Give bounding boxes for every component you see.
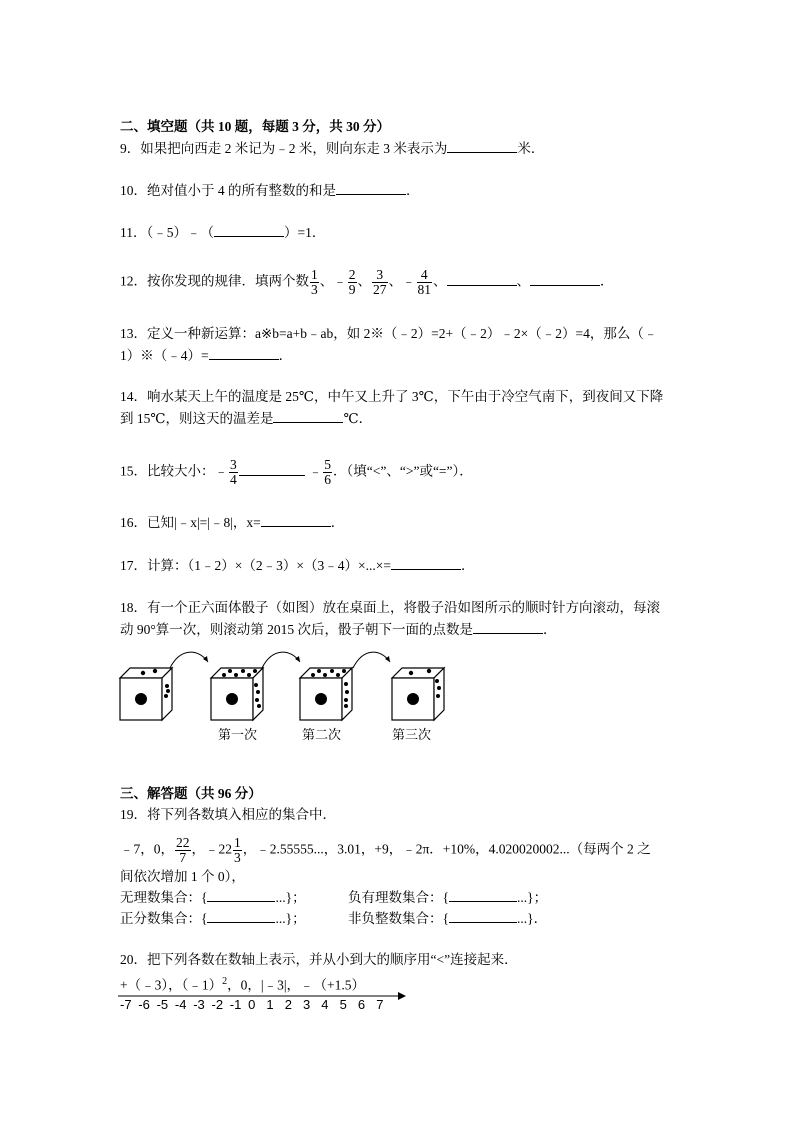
q9-text: 9．如果把向西走 2 米记为﹣2 米，则向东走 3 米表示为: [120, 141, 448, 156]
q19-numbers-c: ，﹣2.55555...，3.01，+9，﹣2π．+10%，4.020020002...（每两个 2 之: [242, 841, 651, 857]
q20-numbers-a: +（﹣3），（﹣1）: [120, 977, 223, 993]
fraction-4-81: $\frac{4}{81}$: [417, 267, 431, 297]
question-16: [120, 514, 344, 532]
question-18-line-2: [120, 621, 557, 639]
set-non-negative-integer-end: ...}．: [516, 911, 548, 926]
q13-text: 1）※（﹣4）=: [120, 348, 209, 363]
mixed-fraction-1-3: $\frac{1}{3}$: [234, 835, 241, 865]
set-irrational-end: ...}；: [275, 890, 306, 905]
number-line-label: -7: [120, 997, 132, 1012]
q12-answer-blank-1[interactable]: [447, 273, 517, 286]
q20-numbers-b: ，0，|﹣3|，﹣（+1.5）: [227, 977, 366, 993]
number-line-label: 2: [284, 997, 292, 1012]
fraction-3-27: $\frac{3}{27}$: [373, 267, 387, 297]
q15-minus: ﹣: [308, 463, 323, 479]
number-line-label: 1: [266, 997, 274, 1012]
fraction-22-7: $\frac{22}{7}$: [176, 835, 190, 865]
fraction-1-3: $\frac{1}{3}$: [311, 267, 318, 297]
q15-answer-blank[interactable]: [239, 463, 305, 476]
question-19-line-3: 间依次增加 1 个 0），: [120, 869, 245, 884]
set-negative-rational-end: ...}；: [516, 890, 548, 905]
set-positive-fraction-label: 正分数集合：{: [120, 911, 208, 926]
q12-sep: 、﹣: [388, 273, 416, 289]
number-line-label: -5: [156, 997, 169, 1012]
q12-answer-blank-2[interactable]: [530, 273, 600, 286]
q13-end: ．: [278, 348, 293, 363]
q13-answer-blank[interactable]: [209, 347, 279, 360]
question-11: [120, 224, 325, 242]
section-3-title: 三、解答题（共 96 分）: [120, 786, 262, 801]
q18-text: 动 90°算一次，则滚动第 2015 次后，骰子朝下一面的点数是: [120, 622, 474, 637]
q19-numbers-b: ，﹣22: [191, 841, 232, 857]
q20-exponent: 2: [222, 976, 228, 987]
dice-caption-1: 第一次: [218, 727, 258, 742]
q16-end: ．: [330, 515, 345, 530]
q14-answer-blank[interactable]: [273, 410, 343, 423]
set-negative-rational: [348, 889, 547, 907]
q18-end: ．: [543, 622, 557, 637]
question-14-line-2: [120, 410, 372, 428]
question-12: [120, 268, 614, 297]
number-line-label: -2: [211, 997, 224, 1012]
q10-answer-blank[interactable]: [336, 182, 406, 195]
q18-answer-blank[interactable]: [473, 621, 543, 634]
number-line-label: 7: [376, 997, 384, 1012]
dice-caption-3: 第三次: [392, 727, 432, 742]
q16-answer-blank[interactable]: [261, 514, 331, 527]
q9-unit: 米．: [517, 141, 545, 156]
question-19-line-2: [120, 836, 651, 865]
set-non-negative-integer: [348, 910, 547, 928]
number-line-label: 4: [321, 997, 329, 1012]
q9-answer-blank[interactable]: [447, 140, 517, 153]
set-non-negative-integer-label: 非负整数集合：{: [348, 911, 449, 926]
set-negative-rational-label: 负有理数集合：{: [348, 890, 449, 905]
q12-end: ．: [600, 273, 614, 289]
q11-text: 11．（﹣5）﹣（: [120, 225, 214, 240]
q15-text: 15．比较大小：﹣: [120, 463, 228, 479]
set-negative-rational-blank[interactable]: [449, 889, 517, 902]
q14-text: 到 15℃，则这天的温差是: [120, 411, 274, 426]
q17-text: 17．计算：（1﹣2）×（2﹣3）×（3﹣4）×...×=: [120, 558, 391, 573]
question-19-line-1: 19．将下列各数填入相应的集合中．: [120, 807, 336, 822]
set-irrational-label: 无理数集合：{: [120, 890, 208, 905]
number-line-label: 0: [248, 997, 256, 1012]
question-14-line-1: 14．响水某天上午的温度是 25℃，中午又上升了 3℃，下午由于冷空气南下，到夜间又下降: [120, 389, 664, 404]
q12-text: 12．按你发现的规律．填两个数: [120, 273, 309, 289]
number-line-label: -1: [229, 997, 242, 1012]
number-line-label: -6: [138, 997, 150, 1012]
number-line-label: -3: [193, 997, 205, 1012]
q17-answer-blank[interactable]: [391, 557, 461, 570]
q19-numbers-a: ﹣7，0，: [120, 841, 174, 857]
q14-end: ℃．: [343, 411, 373, 426]
q11-end: ）=1．: [284, 225, 326, 240]
question-18-line-1: 18．有一个正六面体骰子（如图）放在桌面上，将骰子沿如图所示的顺时针方向滚动，每滚: [120, 600, 660, 615]
q15-hint: ．（填“<”、“>”或“=”）．: [333, 463, 473, 479]
question-17: [120, 557, 474, 575]
set-positive-fraction-end: ...}；: [275, 911, 306, 926]
number-line-label: -4: [174, 997, 187, 1012]
fraction-2-9: $\frac{2}{9}$: [348, 267, 356, 297]
question-13-line-2: [120, 347, 292, 365]
question-20-line-1: 20．把下列各数在数轴上表示，并从小到大的顺序用“<”连接起来．: [120, 952, 518, 967]
q10-end: ．: [406, 183, 420, 198]
q12-sep: 、: [516, 273, 530, 289]
set-positive-fraction-blank[interactable]: [207, 910, 275, 923]
q17-end: ．: [460, 558, 475, 573]
die-third-roll: [392, 668, 444, 720]
fraction-3-4: $\frac{3}{4}$: [230, 457, 237, 487]
set-positive-fraction: [120, 910, 306, 928]
roll-arrow-2: [262, 652, 300, 668]
q12-sep: 、: [433, 273, 447, 289]
roll-arrow-3: [353, 652, 390, 668]
question-9: [120, 140, 544, 158]
question-13-line-1: 13．定义一种新运算：a※b=a+b﹣ab，如 2※（﹣2）=2+（﹣2）﹣2×（﹣2）=4，那么（﹣: [120, 326, 658, 341]
roll-arrow-1: [170, 652, 208, 668]
question-10: [120, 182, 420, 200]
set-irrational-blank[interactable]: [207, 889, 275, 902]
number-line-label: 5: [339, 997, 347, 1012]
q16-text: 16．已知|﹣x|=|﹣8|，x=: [120, 515, 261, 530]
fraction-5-6: $\frac{5}{6}$: [324, 457, 331, 487]
die-initial: [120, 668, 172, 720]
q12-sep: 、: [357, 273, 371, 289]
set-irrational: [120, 889, 306, 907]
set-non-negative-integer-blank[interactable]: [449, 910, 517, 923]
dice-caption-2: 第二次: [302, 727, 342, 742]
q12-sep: 、﹣: [319, 273, 347, 289]
q10-text: 10．绝对值小于 4 的所有整数的和是: [120, 183, 336, 198]
number-line-label: 6: [357, 997, 366, 1012]
number-line-label: 3: [303, 997, 311, 1012]
question-15: [120, 458, 473, 487]
section-2-title: 二、填空题（共 10 题，每题 3 分，共 30 分）: [120, 119, 390, 134]
q11-answer-blank[interactable]: [214, 224, 284, 237]
